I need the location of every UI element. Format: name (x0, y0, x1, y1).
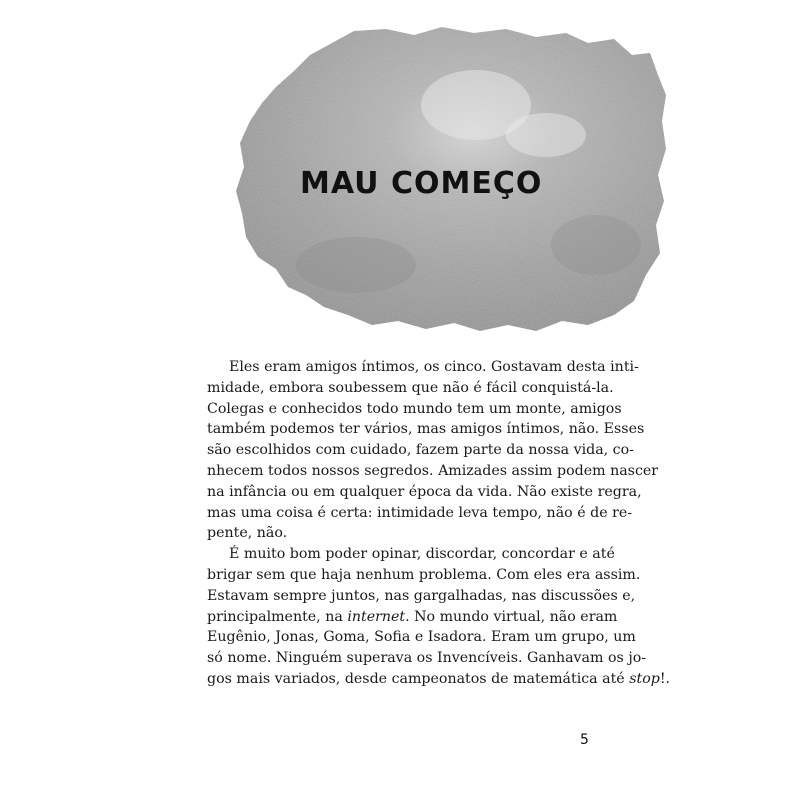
text-segment: principalmente, na (207, 608, 348, 625)
text-segment: . No mundo virtual, não eram (405, 608, 618, 625)
text-line: pente, não. (207, 525, 288, 542)
text-line: midade, embora soubessem que não é fácil conquistá-la. (207, 379, 614, 396)
text-line: são escolhidos com cuidado, fazem parte da nossa vida, co- (207, 442, 634, 459)
text-line: Estavam sempre juntos, nas gargalhadas, nas discussões e, (207, 587, 636, 604)
text-line: Eugênio, Jonas, Goma, Sofia e Isadora. Eram um grupo, um (207, 629, 636, 646)
text-line: É muito bom poder opinar, discordar, concordar e até (229, 546, 615, 563)
text-line: Colegas e conhecidos todo mundo tem um monte, amigos (207, 400, 622, 417)
paragraph-2 (207, 544, 671, 690)
text-line: também podemos ter vários, mas amigos íntimos, não. Esses (207, 421, 645, 438)
text-segment: !. (659, 670, 671, 687)
paragraph-1 (207, 357, 659, 544)
page-number: 5 (580, 732, 589, 748)
text-line: brigar sem que haja nenhum problema. Com eles era assim. (207, 566, 641, 583)
text-line-stop (207, 669, 671, 690)
text-line: só nome. Ninguém superava os Invencíveis. Ganhavam os jo- (207, 650, 647, 667)
chapter-body (207, 357, 671, 690)
italic-term-stop: stop (629, 670, 660, 687)
text-line: Eles eram amigos íntimos, os cinco. Gostavam desta inti- (229, 359, 639, 375)
text-line: mas uma coisa é certa: intimidade leva tempo, não é de re- (207, 504, 633, 521)
chapter-title: MAU COMEÇO (300, 166, 543, 201)
text-line: na infância ou em qualquer época da vida. Não existe regra, (207, 483, 642, 500)
italic-term-internet: internet (347, 608, 406, 625)
text-line-internet (207, 607, 618, 628)
text-segment: gos mais variados, desde campeonatos de matemática até (207, 670, 630, 687)
text-line: nhecem todos nossos segredos. Amizades assim podem nascer (207, 462, 659, 479)
